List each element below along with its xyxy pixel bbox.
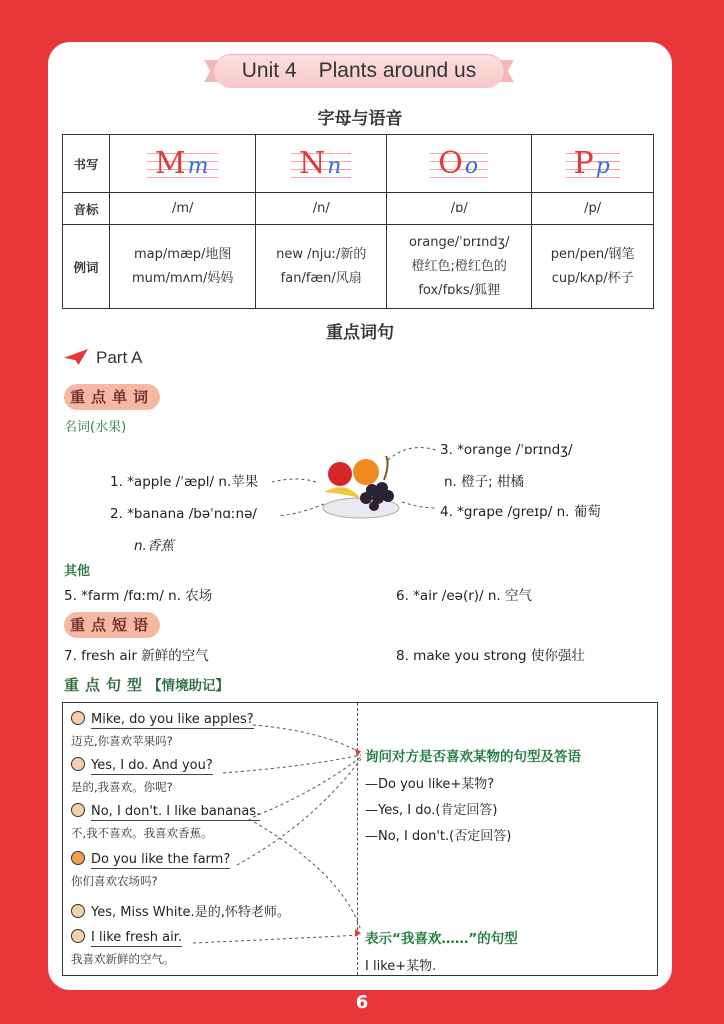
sentence-patterns-box — [62, 702, 658, 976]
word-banana-meaning: n.香蕉 — [134, 538, 174, 554]
key-sentences-pill: 重点句型【情境助记】 — [64, 676, 230, 694]
letter-cell-n: Nn — [256, 135, 387, 193]
boy-avatar-icon — [71, 711, 85, 725]
word-farm: 5. *farm /fɑːm/ n. 农场 — [64, 588, 213, 604]
row-header-writing: 书写 — [63, 135, 110, 193]
orange-icon — [353, 459, 379, 485]
examples-m: map/mæp/地图 mum/mʌm/妈妈 — [110, 225, 256, 309]
word-apple: 1. *apple /ˈæpl/ n.苹果 — [110, 474, 259, 490]
apple-icon — [328, 462, 352, 486]
fruit-bowl-image — [316, 450, 406, 520]
boy-avatar-icon — [71, 904, 85, 918]
worksheet-page — [48, 42, 672, 990]
letter-cell-m: Mm — [110, 135, 256, 193]
girl-avatar-icon — [71, 929, 85, 943]
letter-cell-o: Oo — [387, 135, 532, 193]
sentence-5: Yes, Miss White.是的,怀特老师。 — [71, 901, 290, 920]
sentence-3: No, I don't. I like bananas. 不,我不喜欢。我喜欢香蕉。 — [71, 804, 261, 840]
part-a-heading: Part A — [64, 348, 142, 368]
symbol-n: /n/ — [256, 193, 387, 225]
unit-title-banner — [214, 54, 504, 88]
pattern-line-2: —Yes, I do.(肯定回答) — [365, 803, 498, 818]
pattern-line-1: —Do you like+某物? — [365, 777, 495, 792]
unit-title: Plants around us — [318, 59, 477, 82]
word-air: 6. *air /eə(r)/ n. 空气 — [396, 588, 533, 604]
pattern-line-like: I like+某物. — [365, 959, 437, 974]
row-header-examples: 例词 — [63, 225, 110, 309]
girl-avatar-icon — [71, 757, 85, 771]
letter-cell-p: Pp — [532, 135, 654, 193]
key-words-pill: 重点单词 — [64, 384, 160, 410]
phrase-fresh-air: 7. fresh air 新鲜的空气 — [64, 648, 209, 664]
phrase-make-strong: 8. make you strong 使你强壮 — [396, 648, 585, 664]
pattern-heading-like: 表示“我喜欢……”的句型 — [365, 931, 518, 947]
row-header-phonetic: 音标 — [63, 193, 110, 225]
symbol-o: /ɒ/ — [387, 193, 532, 225]
symbol-m: /m/ — [110, 193, 256, 225]
sentence-2: Yes, I do. And you? 是的,我喜欢。你呢? — [71, 758, 213, 794]
sentence-1: Mike, do you like apples? 迈克,你喜欢苹果吗? — [71, 712, 254, 748]
examples-n: new /njuː/新的 fan/fæn/风扇 — [256, 225, 387, 309]
category-other: 其他 — [64, 564, 91, 579]
boy-avatar-icon — [71, 803, 85, 817]
banana-icon — [324, 487, 360, 498]
word-orange-meaning: n. 橙子; 柑橘 — [444, 474, 524, 490]
page-number: 6 — [355, 992, 369, 1013]
sentence-4: Do you like the farm? 你们喜欢农场吗? — [71, 852, 231, 888]
phonics-table — [62, 134, 654, 309]
section-heading-key: 重点词句 — [326, 323, 394, 343]
category-fruit: 名词(水果) — [64, 420, 127, 435]
symbol-p: /p/ — [532, 193, 654, 225]
word-orange: 3. *orange /ˈɒrɪndʒ/ — [440, 442, 573, 458]
pattern-line-3: —No, I don't.(否定回答) — [365, 829, 512, 844]
pattern-heading-question: 询问对方是否喜欢某物的句型及答语 — [365, 749, 581, 765]
section-heading-letters: 字母与语音 — [317, 109, 403, 129]
teacher-avatar-icon — [71, 851, 85, 865]
paper-plane-icon — [64, 349, 88, 365]
examples-p: pen/pen/钢笔 cup/kʌp/杯子 — [532, 225, 654, 309]
word-grape: 4. *grape /ɡreɪp/ n. 葡萄 — [440, 504, 601, 520]
unit-label: Unit 4 — [241, 59, 297, 82]
box-divider — [357, 703, 358, 975]
sentence-6: I like fresh air. 我喜欢新鲜的空气。 — [71, 930, 183, 966]
examples-o: orange/ˈɒrɪndʒ/ 橙红色;橙红色的 fox/fɒks/狐狸 — [387, 225, 532, 309]
key-phrases-pill: 重点短语 — [64, 612, 160, 638]
word-banana: 2. *banana /bəˈnɑːnə/ — [110, 506, 257, 522]
